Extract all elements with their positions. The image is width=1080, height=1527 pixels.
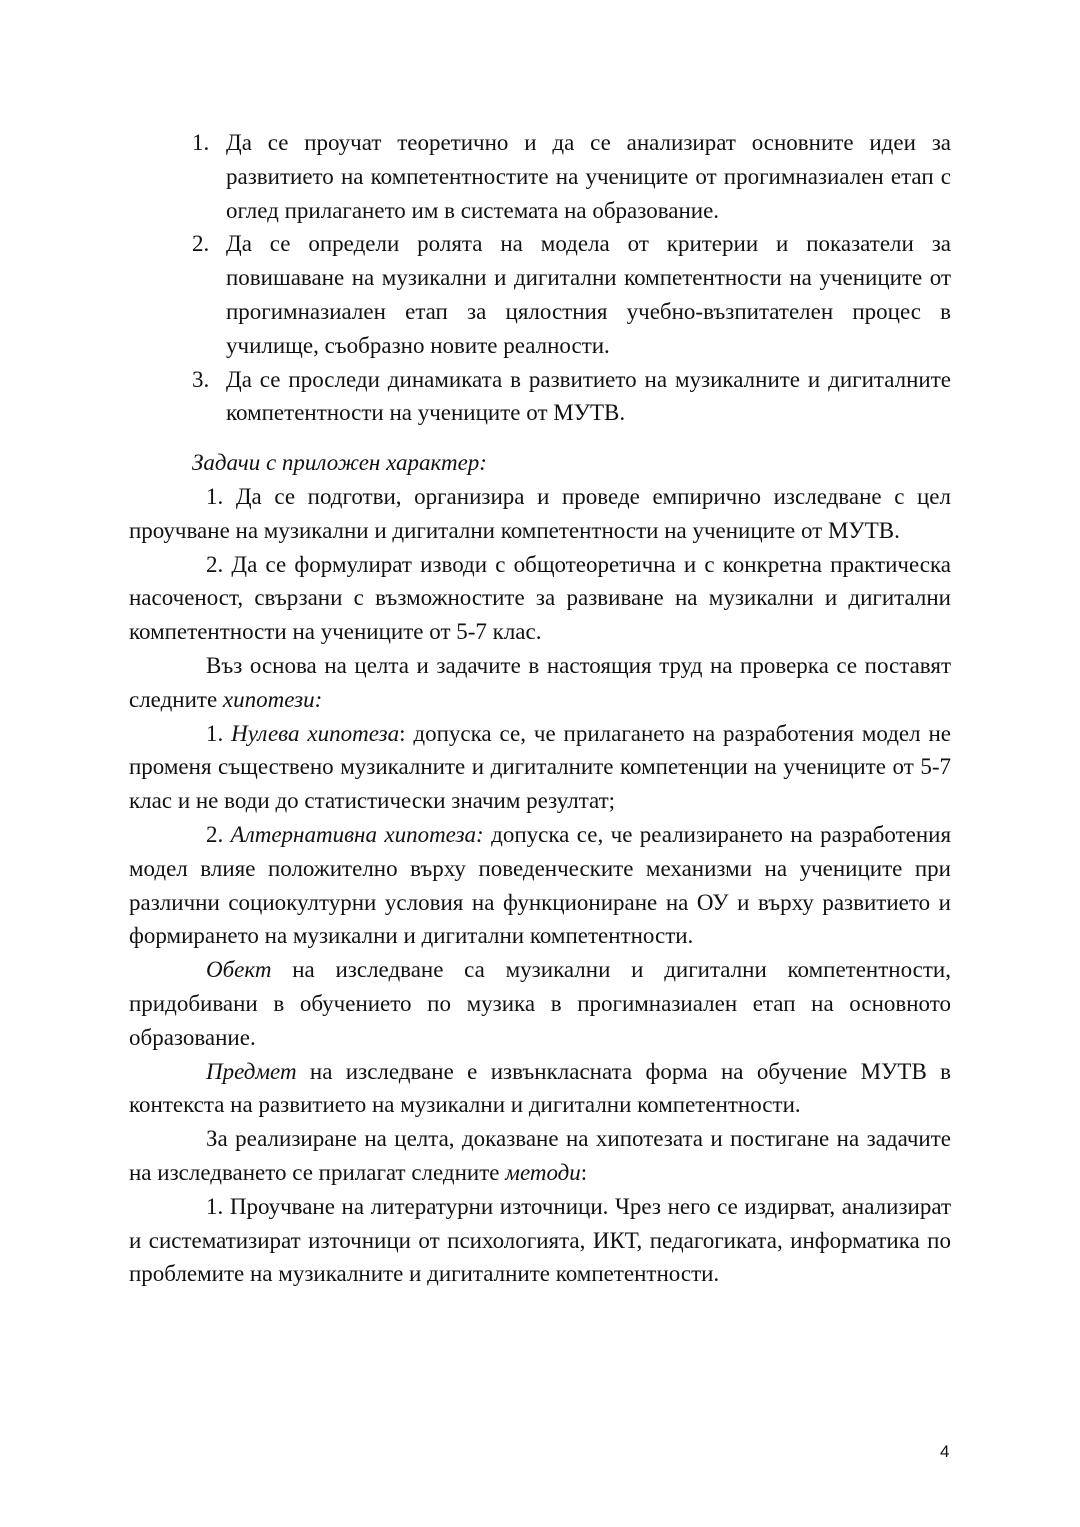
- list-text: Да се проучат теоретично и да се анализират основните идеи за развитието на компетентностите на учениците от прогимназиален етап с оглед прилагането им в системата на образование.: [226, 130, 951, 223]
- object-text: на изследване са музикални и дигитални компетентности, придобивани в обучението по музика в прогимназиален етап на основното образование.: [129, 957, 951, 1050]
- hypothesis-number: 1.: [206, 720, 232, 746]
- null-hypothesis-term: Нулева хипотеза: [231, 720, 400, 746]
- page-number: 4: [940, 1442, 950, 1461]
- alternative-hypothesis-term: Алтернативна хипотеза:: [230, 821, 484, 847]
- list-item: [129, 227, 951, 362]
- methods-intro: [129, 1122, 951, 1190]
- list-text: Да се проследи динамиката в развитието на музикалните и дигиталните компетентности на учениците от МУТВ.: [226, 366, 951, 426]
- alternative-hypothesis: [129, 818, 951, 953]
- hypotheses-intro: [129, 649, 951, 717]
- null-hypothesis-text: : допуска се, че прилагането на разработения модел не променя съществено музикалните и дигиталните компетенции на учениците от 5-7 клас и не води до статистически значим резултат;: [129, 720, 952, 814]
- document-page: [129, 126, 951, 1291]
- subject-text: на изследване е извънкласната форма на обучение МУТВ в контекста на развитието на музикални и дигитални компетентности.: [129, 1058, 951, 1118]
- object-paragraph: [129, 953, 951, 1054]
- methods-intro-tail: :: [580, 1159, 588, 1185]
- applied-task-1: 1. Да се подготви, организира и проведе емпирично изследване с цел проучване на музикални и дигитални компетентности на учениците от МУТВ.: [129, 483, 951, 543]
- methods-intro-text: За реализиране на целта, доказване на хипотезата и постигане на задачите на изследването се прилагат следните: [129, 1126, 951, 1185]
- list-number: 3.: [192, 366, 210, 392]
- list-number: 1.: [192, 130, 210, 155]
- hypotheses-intro-text: Въз основа на целта и задачите в настоящия труд на проверка се поставят следните: [129, 652, 951, 712]
- objectives-list: [129, 126, 951, 430]
- list-text: Да се определи ролята на модела от критерии и показатели за повишаване на музикални и дигитални компетентности на учениците от прогимназиален етап за цялостния учебно-възпитателен процес в училище, съобразно новите реалности.: [226, 231, 951, 358]
- object-term: Обект: [206, 957, 272, 983]
- list-number: 2.: [192, 231, 210, 257]
- alternative-hypothesis-text: допуска се, че реализирането на разработения модел влияе положително върху поведенческите механизми на учениците при различни социокултурни условия на функциониране на ОУ и върху развитието и формирането на музикални и дигитални компетентности.: [129, 821, 952, 949]
- subject-term: Предмет: [206, 1058, 297, 1084]
- methods-term: методи: [505, 1159, 581, 1185]
- applied-task-2: 2. Да се формулират изводи с общотеоретична и с конкретна практическа насоченост, свързани с възможностите за развиване на музикални и дигитални компетентности на учениците от 5-7 клас.: [129, 551, 951, 645]
- list-item: [129, 363, 951, 431]
- applied-tasks-heading: Задачи с приложен характер:: [192, 450, 487, 476]
- hypotheses-term: хипотези:: [222, 686, 323, 712]
- subject-paragraph: [129, 1055, 951, 1123]
- method-1: 1. Проучване на литературни източници. Чрез него се издирват, анализират и систематизират източници от психологията, ИКТ, педагогиката, информатика по проблемите на музикалните и дигиталните компетентности.: [129, 1193, 951, 1287]
- list-item: [129, 126, 951, 227]
- null-hypothesis: [129, 717, 951, 818]
- hypothesis-number: 2.: [206, 821, 231, 847]
